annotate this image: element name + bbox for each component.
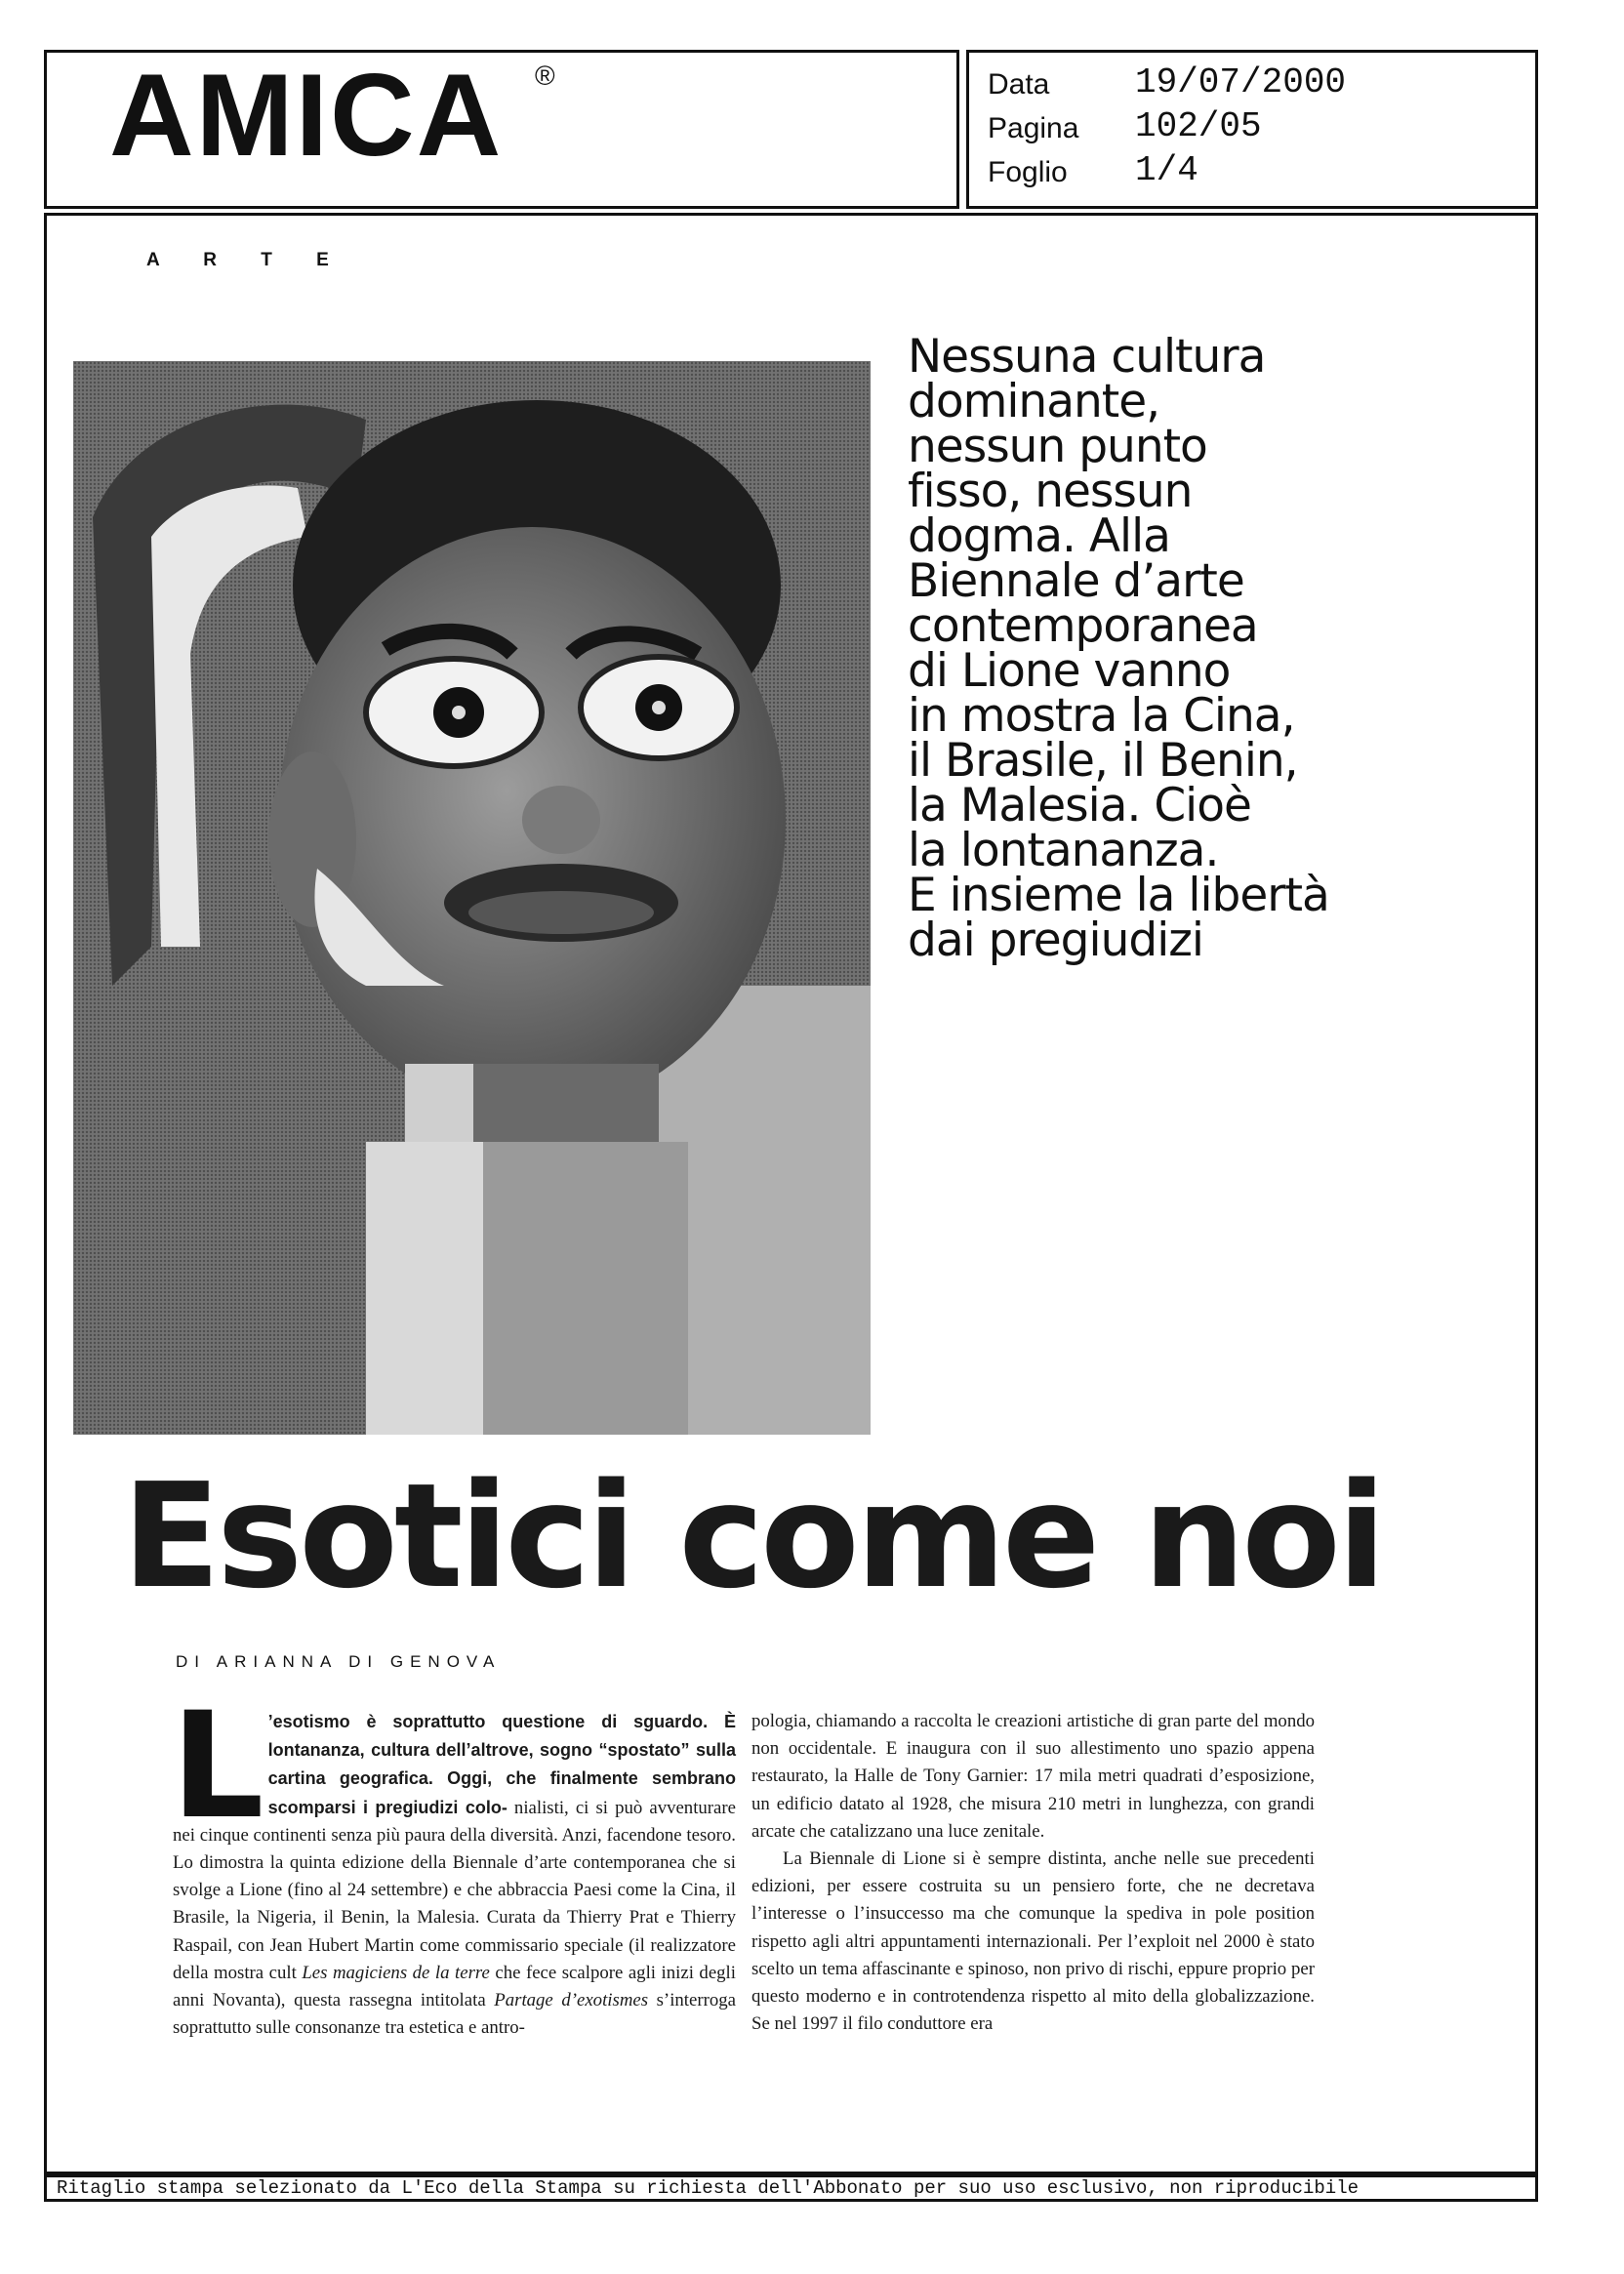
- footer-notice: Ritaglio stampa selezionato da L'Eco della Stampa su richiesta dell'Abbonato per suo uso esclusivo, non riproducibile: [57, 2177, 1360, 2199]
- deck-line: di Lione vanno: [908, 644, 1231, 698]
- exhibition-title: Les magiciens de la terre: [302, 1962, 490, 1983]
- lead-paragraph: esotismo è soprattutto questione di sguardo. È lontananza, cultura dell’altrove, sogno “spostato” sulla cartina geografica. Oggi, che finalmente sembrano scomparsi i pregiudizi colo-: [267, 1712, 736, 1817]
- deck-line: dominante,: [908, 375, 1160, 428]
- section-label: A R T E: [146, 250, 331, 270]
- deck-line: Biennale d’arte: [908, 554, 1244, 608]
- deck-line: il Brasile, il Benin,: [908, 734, 1298, 788]
- deck-line: nessun punto: [908, 420, 1207, 473]
- magazine-logo: AMICA: [109, 50, 504, 181]
- page-value: 102/05: [1135, 106, 1262, 146]
- deck-line: la Malesia. Cioè: [908, 779, 1251, 832]
- paragraph: La Biennale di Lione si è sempre distinta, anche nelle sue precedenti edizioni, per essere costruita su un pensiero forte, che ne decretava l’interesse o l’insuccesso ma che comunque la spediva in pole position rispetto agli altri appuntamenti internazionali. Per l’exploit nel 2000 è stato scelto un tema affascinante e spinoso, non privo di rischi, eppure proprio per questo moderno e in controtendenza rispetto al mito della globalizzazione. Se nel 1997 il filo conduttore era: [751, 1848, 1315, 2035]
- article-headline: Esotici come noi: [122, 1452, 1383, 1620]
- drop-cap: L: [171, 1682, 264, 1851]
- date-label: Data: [988, 68, 1050, 101]
- deck-line: contemporanea: [908, 599, 1258, 653]
- deck-line: dogma. Alla: [908, 509, 1170, 563]
- article-column-2: [751, 1708, 1315, 2038]
- deck-line: in mostra la Cina,: [908, 689, 1295, 743]
- deck-line: la lontananza.: [908, 824, 1219, 877]
- date-value: 19/07/2000: [1135, 62, 1347, 102]
- lead-apostrophe: ’: [267, 1712, 273, 1731]
- body-text: nialisti, ci si può avventurare nei cinque continenti senza più paura della diversità. Anzi, facendone tesoro. Lo dimostra la quinta edizione della Biennale d’arte contemporanea che si svolge a Lione (fino al 24 settembre) e che abbraccia Paesi come la Cina, il Brasile, la Nigeria, il Benin, la Malesia. Curata da Thierry Prat e Thierry Raspail, con Jean Hubert Martin come commissario speciale (il realizzatore della mostra cult: [173, 1797, 736, 1983]
- page-label: Pagina: [988, 112, 1079, 144]
- deck-line: Nessuna cultura: [908, 330, 1266, 384]
- exhibition-title: Partage d’exotismes: [494, 1990, 649, 2011]
- deck-line: dai pregiudizi: [908, 914, 1203, 967]
- article-column-1: [171, 1682, 736, 2042]
- sculpture-photo: [73, 361, 871, 1435]
- sheet-label: Foglio: [988, 156, 1068, 188]
- body-text: che fece scalpore agli inizi degli anni Novanta), questa rassegna intitolata: [173, 1962, 736, 2011]
- byline: DI ARIANNA DI GENOVA: [176, 1652, 502, 1671]
- sheet-value: 1/4: [1135, 150, 1198, 190]
- registered-mark: ®: [535, 61, 555, 91]
- body-text: s’interroga soprattutto sulle consonanze tra estetica e antro-: [173, 1990, 736, 2039]
- deck-line: fisso, nessun: [908, 465, 1193, 518]
- deck-line: E insieme la libertà: [908, 869, 1329, 922]
- deck-text: [908, 330, 1415, 967]
- paragraph: pologia, chiamando a raccolta le creazioni artistiche di gran parte del mondo non occidentale. E inaugura con il suo allestimento uno spazio appena restaurato, la Halle de Tony Garnier: 17 mila metri quadrati d’esposizione, un edificio datato al 1928, che misura 210 metri in lunghezza, con grandi arcate che catalizzano una luce zenitale.: [751, 1711, 1315, 1842]
